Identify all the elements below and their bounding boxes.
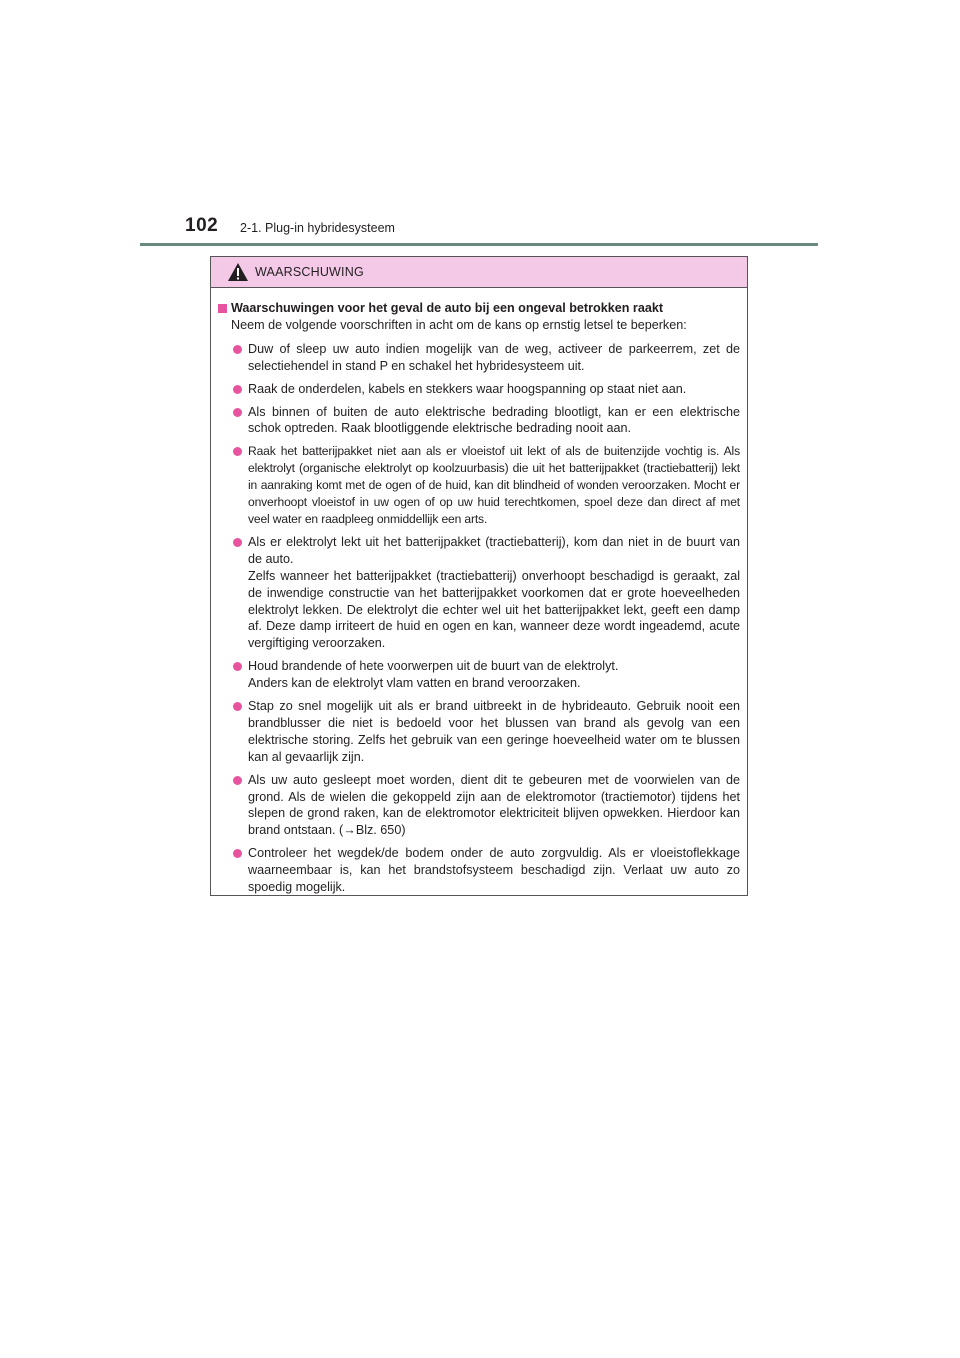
list-item-text xyxy=(248,772,740,840)
list-item-text: Controleer het wegdek/de bodem onder de auto zorgvuldig. Als er vloeistoflekkage waarneembaar is, kan het brandstofsysteem beschadigd zijn. Verlaat uw auto zo spoedig mogelijk. xyxy=(248,846,740,895)
bullet-dot-icon xyxy=(233,849,242,858)
warning-triangle-icon xyxy=(227,262,249,282)
list-item xyxy=(217,658,740,692)
list-item xyxy=(217,443,740,528)
bullet-dot-icon xyxy=(233,538,242,547)
bullet-dot-icon xyxy=(233,702,242,711)
header-rule xyxy=(140,243,818,246)
bullet-dot-icon xyxy=(233,776,242,785)
bullet-dot-icon xyxy=(233,662,242,671)
warning-content xyxy=(211,288,747,896)
square-bullet-icon xyxy=(218,304,227,313)
list-item-text: Duw of sleep uw auto indien mogelijk van de weg, activeer de parkeerrem, zet de selectiehendel in stand P en schakel het hybridesysteem uit. xyxy=(248,341,740,373)
list-item xyxy=(217,534,740,652)
section-title: 2-1. Plug-in hybridesysteem xyxy=(240,221,395,235)
warning-intro: Neem de volgende voorschriften in acht om de kans op ernstig letsel te beperken: xyxy=(231,317,687,332)
list-item-text: Als binnen of buiten de auto elektrische bedrading blootligt, kan er een elektrische schok optreden. Raak blootliggende elektrische bedrading nooit aan. xyxy=(248,404,740,436)
page-reference[interactable]: Blz. 650) xyxy=(355,823,406,838)
warning-heading-text: Waarschuwingen voor het geval de auto bij een ongeval betrokken raakt xyxy=(231,301,664,315)
warning-header xyxy=(211,257,747,288)
bullet-dot-icon xyxy=(233,408,242,417)
list-item xyxy=(217,404,740,438)
list-item xyxy=(217,341,740,375)
warning-heading xyxy=(217,300,740,317)
page-number: 102 xyxy=(185,215,219,236)
list-item-text-main: Als uw auto gesleept moet worden, dient dit te gebeuren met de voorwielen van de grond. Als de wielen die gekoppeld zijn aan de elektromotor (tractiemotor) tijdens het slepen de grond raken, kan de elektromotor elektriciteit blijven opwekken. Hierdoor kan brand ontstaan. ( xyxy=(248,772,740,838)
warning-box xyxy=(210,256,748,896)
list-item-text: Raak de onderdelen, kabels en stekkers waar hoogspanning op staat niet aan. xyxy=(248,381,687,396)
list-item-text: Als er elektrolyt lekt uit het batterijpakket (tractiebatterij), kom dan niet in de buurt van de auto. Zelfs wanneer het batterijpakket (tractiebatterij) onverhoopt beschadigd is geraakt, zal de inwendige constructie van het batterijpakket voorkomen dat er grote hoeveelheden elektrolyt lekken. De elektrolyt die echter wel uit het batterijpakket lekt, geeft een damp af. Deze damp irriteert de huid en ogen en kan, wanneer deze wordt ingeademd, acute vergiftiging veroorzaken. xyxy=(248,534,740,651)
bullet-dot-icon xyxy=(233,385,242,394)
bullet-dot-icon xyxy=(233,447,242,456)
warning-title: WAARSCHUWING xyxy=(255,265,364,279)
list-item-text: Houd brandende of hete voorwerpen uit de buurt van de elektrolyt. Anders kan de elektrolyt vlam vatten en brand veroorzaken. xyxy=(248,659,619,691)
reference-arrow: → xyxy=(343,823,356,838)
list-item xyxy=(217,381,740,398)
warning-list xyxy=(217,341,740,896)
list-item-text: Stap zo snel mogelijk uit als er brand uitbreekt in de hybrideauto. Gebruik nooit een brandblusser die niet is bedoeld voor het blussen van brand als gevolg van een elektrische storing. Zelfs het gebruik van een geringe hoeveelheid water om te blussen kan al gevaarlijk zijn. xyxy=(248,699,740,764)
bullet-dot-icon xyxy=(233,345,242,354)
list-item xyxy=(217,772,740,840)
list-item xyxy=(217,698,740,766)
list-item-text: Raak het batterijpakket niet aan als er vloeistof uit lekt of als de buitenzijde vochtig is. Als elektrolyt (organische elektrolyt op koolzuurbasis) die uit het batterijpakket (tractiebatterij) lekt in aanraking komt met de ogen of de huid, kan dit blindheid of wonden veroorzaken. Mocht er onverhoopt vloeistof in uw ogen of op uw huid terechtkomen, spoel deze dan direct af met veel water en raadpleeg onmiddellijk een arts. xyxy=(248,444,740,526)
list-item xyxy=(217,845,740,896)
